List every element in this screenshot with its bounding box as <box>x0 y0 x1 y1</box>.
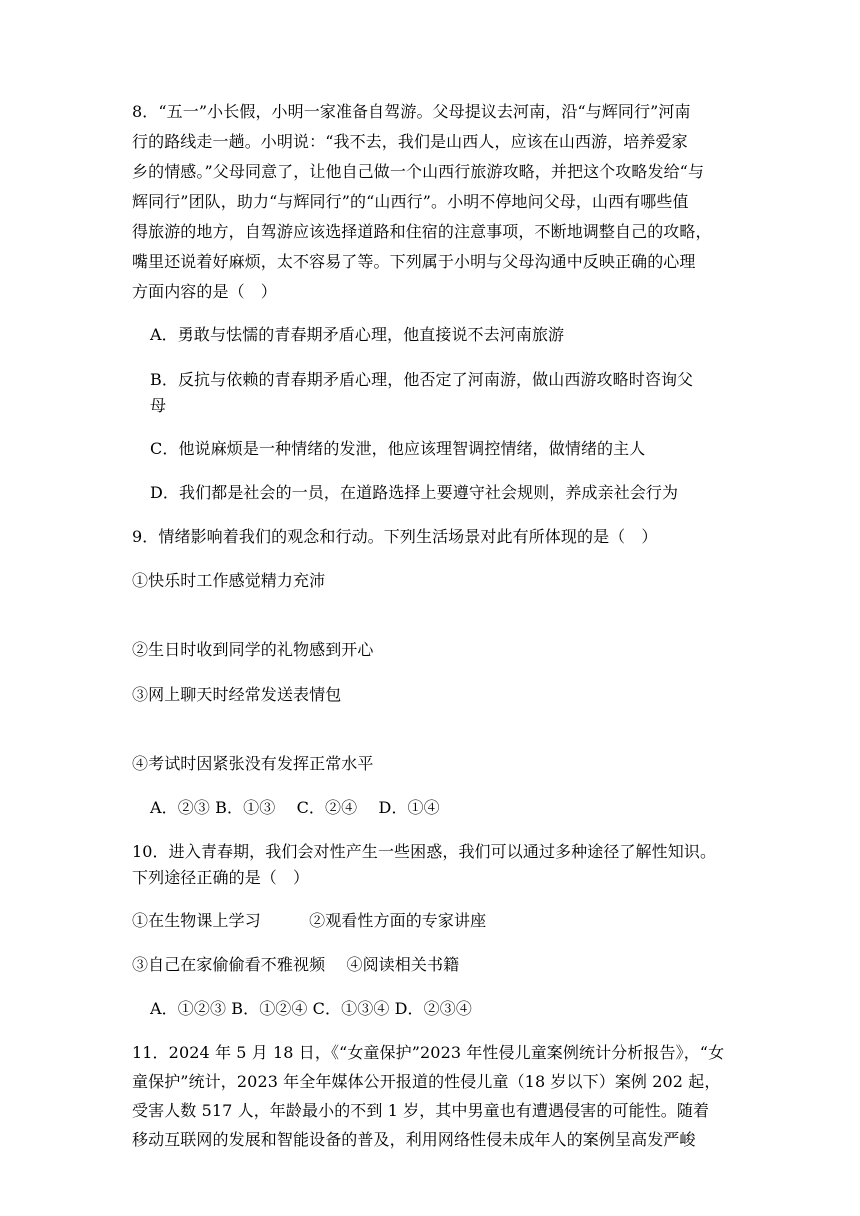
q8-stem-line-3: 乡的情感。”父母同意了，让他自己做一个山西行旅游攻略，并把这个攻略发给“与 <box>132 162 705 181</box>
q8-stem-line-5: 得旅游的地方，自驾游应该选择道路和住宿的注意事项，不断地调整自己的攻略， <box>132 222 712 241</box>
q9-item-1: ①快乐时工作感觉精力充沛 <box>132 571 326 590</box>
q10-items-row-1: ①在生物课上学习 ②观看性方面的专家讲座 <box>132 911 487 930</box>
q8-option-b-line-1: B．反抗与依赖的青春期矛盾心理，他否定了河南游，做山西游攻略时咨询父 <box>150 370 694 389</box>
q11-stem-line-1: 11．2024 年 5 月 18 日，《“女童保护”2023 年性侵儿童案例统计分析报告》，“女 <box>132 1043 725 1062</box>
q9-stem: 9．情绪影响着我们的观念和行动。下列生活场景对此有所体现的是（ ） <box>132 527 658 546</box>
q9-options: A．②③ B．①③ C．②④ D．①④ <box>150 798 440 817</box>
q8-stem-line-7: 方面内容的是（ ） <box>132 282 277 301</box>
q10-items-row-2: ③自己在家偷偷看不雅视频 ④阅读相关书籍 <box>132 955 460 974</box>
q8-option-c: C．他说麻烦是一种情绪的发泄，他应该理智调控情绪，做情绪的主人 <box>150 439 646 458</box>
q8-option-b-line-2: 母 <box>150 396 167 415</box>
q10-stem-line-2: 下列途径正确的是（ ） <box>132 868 310 887</box>
q10-options: A．①②③ B．①②④ C．①③④ D．②③④ <box>150 999 472 1018</box>
q9-item-2: ②生日时收到同学的礼物感到开心 <box>132 640 374 659</box>
q11-stem-line-4: 移动互联网的发展和智能设备的普及，利用网络性侵未成年人的案例呈高发严峻 <box>132 1130 696 1149</box>
q8-stem-line-4: 辉同行”团队，助力“与辉同行”的“山西行”。小明不停地问父母，山西有哪些值 <box>132 192 689 211</box>
q9-item-4: ④考试时因紧张没有发挥正常水平 <box>132 754 374 773</box>
q8-stem-line-6: 嘴里还说着好麻烦，太不容易了等。下列属于小明与父母沟通中反映正确的心理 <box>132 252 696 271</box>
q11-stem-line-2: 童保护”统计，2023 年全年媒体公开报道的性侵儿童（18 岁以下）案例 202 起， <box>132 1072 721 1091</box>
q8-stem-line-1: 8．“五一”小长假，小明一家准备自驾游。父母提议去河南，沿“与辉同行”河南 <box>132 102 691 121</box>
q11-stem-line-3: 受害人数 517 人，年龄最小的不到 1 岁，其中男童也有遭遇侵害的可能性。随着 <box>132 1101 710 1120</box>
q9-item-3: ③网上聊天时经常发送表情包 <box>132 685 342 704</box>
q8-option-d: D．我们都是社会的一员，在道路选择上要遵守社会规则，养成亲社会行为 <box>150 483 679 502</box>
q10-stem-line-1: 10．进入青春期，我们会对性产生一些困惑，我们可以通过多种途径了解性知识。 <box>132 842 717 861</box>
q8-option-a: A．勇敢与怯懦的青春期矛盾心理，他直接说不去河南旅游 <box>150 325 565 344</box>
q8-stem-line-2: 行的路线走一趟。小明说：“我不去，我们是山西人，应该在山西游，培养爱家 <box>132 132 688 151</box>
